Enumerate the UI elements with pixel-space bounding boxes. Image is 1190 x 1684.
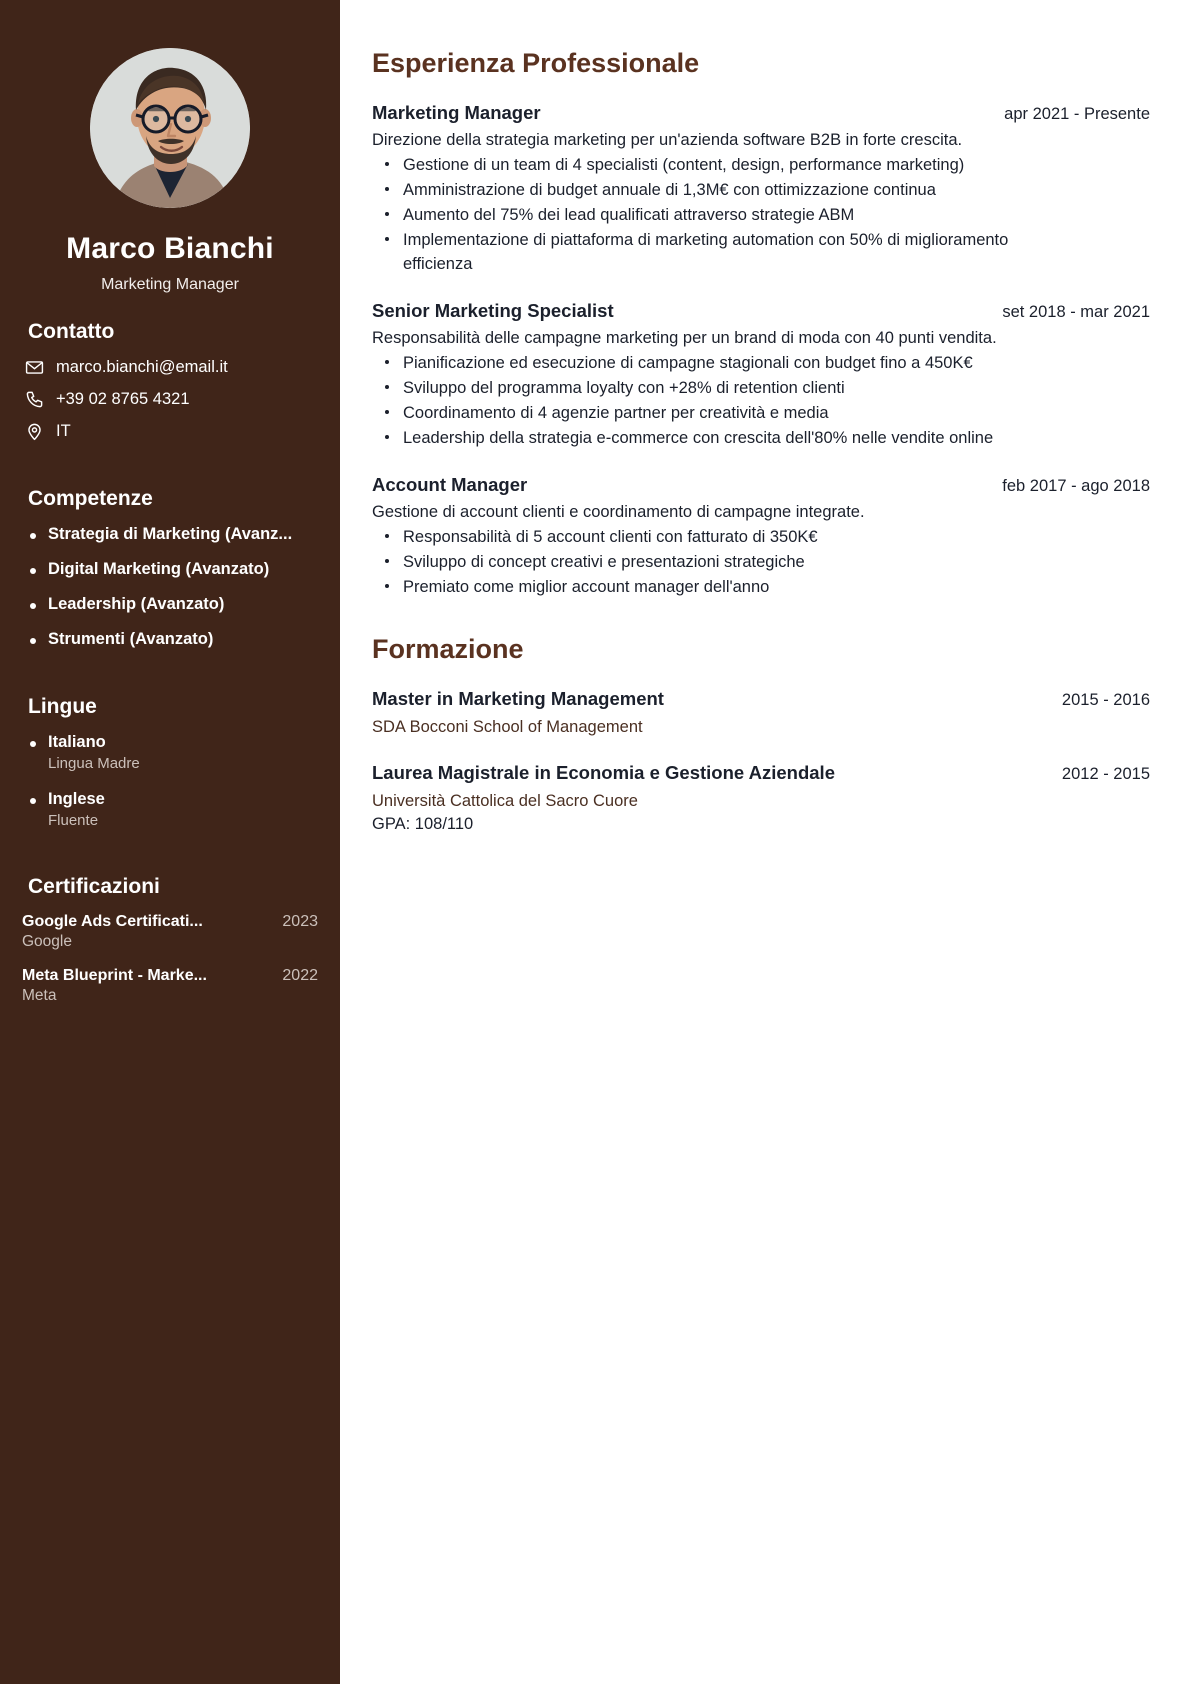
skill-label: Leadership (Avanzato) [48, 595, 225, 613]
language-level: Lingua Madre [48, 755, 140, 772]
experience-entry [372, 299, 1150, 451]
achievement-item [372, 154, 1150, 178]
language-item [22, 733, 318, 772]
certification-header [22, 967, 318, 985]
language-name: Italiano [48, 733, 106, 751]
experience-description: Direzione della strategia marketing per un'azienda software B2B in forte crescita. [372, 130, 963, 149]
contact-location[interactable] [22, 422, 318, 441]
achievement-text: Sviluppo di concept creativi e presentazioni strategiche [403, 553, 805, 572]
experience-achievements [372, 526, 1150, 600]
achievement-text: Implementazione di piattaforma di marketing automation con 50% di miglioramento efficienza [403, 231, 1009, 274]
experience-entry-header [372, 299, 1150, 324]
bullet-dot-icon [385, 410, 389, 414]
language-item [22, 790, 318, 829]
bullet-dot-icon [385, 435, 389, 439]
experience-achievements [372, 352, 1150, 451]
contact-list [22, 358, 318, 441]
achievement-text: Sviluppo del programma loyalty con +28% di retention clienti [403, 379, 845, 398]
skill-label: Digital Marketing (Avanzato) [48, 560, 270, 578]
education-institution: Università Cattolica del Sacro Cuore [372, 792, 638, 811]
achievement-item [372, 526, 1150, 550]
experience-entry-header [372, 473, 1150, 498]
skill-item [22, 560, 318, 579]
bullet-dot-icon [30, 533, 36, 539]
achievement-item [372, 402, 1150, 426]
achievement-text: Coordinamento di 4 agenzie partner per creatività e media [403, 404, 829, 423]
skills-heading: Competenze [28, 487, 153, 510]
experience-title: Account Manager [372, 474, 528, 496]
certification-item [22, 967, 318, 1005]
experience-achievements [372, 154, 1150, 277]
bullet-dot-icon [385, 162, 389, 166]
education-institution: SDA Bocconi School of Management [372, 718, 643, 737]
contact-email-value: marco.bianchi@email.it [56, 358, 228, 376]
achievement-item [372, 204, 1150, 228]
bullet-dot-icon [385, 237, 389, 241]
skills-list [22, 525, 318, 649]
certifications-list [22, 913, 318, 1005]
certification-name: Google Ads Certificati... [22, 913, 203, 930]
certification-name: Meta Blueprint - Marke... [22, 967, 207, 984]
education-degree: Laurea Magistrale in Economia e Gestione Aziendale [372, 762, 835, 784]
bullet-dot-icon [30, 638, 36, 644]
bullet-dot-icon [385, 584, 389, 588]
contact-phone[interactable] [22, 390, 318, 409]
experience-description: Responsabilità delle campagne marketing per un brand di moda con 40 punti vendita. [372, 328, 997, 347]
education-entry [372, 687, 1150, 739]
bullet-dot-icon [30, 798, 36, 804]
contact-phone-value: +39 02 8765 4321 [56, 390, 190, 408]
education-entry-header [372, 761, 1150, 786]
certification-issuer: Google [22, 933, 72, 950]
bullet-dot-icon [385, 534, 389, 538]
certification-year: 2023 [282, 913, 318, 930]
education-gpa: GPA: 108/110 [372, 815, 474, 834]
experience-date: set 2018 - mar 2021 [1002, 303, 1150, 321]
education-heading: Formazione [372, 634, 524, 665]
bullet-dot-icon [385, 360, 389, 364]
sidebar [0, 0, 340, 1684]
avatar-container [22, 0, 318, 208]
contact-email[interactable] [22, 358, 318, 377]
language-name-row [30, 790, 318, 809]
bullet-dot-icon [385, 559, 389, 563]
achievement-text: Premiato come miglior account manager dell'anno [403, 578, 770, 597]
achievement-item [372, 377, 1150, 401]
certification-issuer: Meta [22, 987, 57, 1004]
experience-title: Marketing Manager [372, 102, 541, 123]
achievement-text: Responsabilità di 5 account clienti con fatturato di 350K€ [403, 528, 818, 547]
envelope-icon [25, 358, 44, 377]
language-level: Fluente [48, 812, 99, 829]
bullet-dot-icon [385, 187, 389, 191]
achievement-item [372, 229, 1150, 277]
achievement-item [372, 576, 1150, 600]
languages-heading: Lingue [28, 695, 97, 718]
education-entry-header [372, 687, 1150, 712]
achievement-item [372, 551, 1150, 575]
experience-date: feb 2017 - ago 2018 [1002, 477, 1150, 496]
achievement-item [372, 179, 1150, 203]
contact-location-value: IT [56, 422, 71, 440]
bullet-dot-icon [30, 568, 36, 574]
bullet-dot-icon [385, 212, 389, 216]
skill-item [22, 595, 318, 614]
contact-heading: Contatto [28, 320, 115, 343]
job-title: Marketing Manager [101, 276, 239, 293]
experience-title: Senior Marketing Specialist [372, 300, 614, 321]
achievement-text: Gestione di un team di 4 specialisti (content, design, performance marketing) [403, 156, 965, 175]
language-name-row [30, 733, 318, 752]
achievement-item [372, 427, 1150, 451]
certification-item [22, 913, 318, 951]
location-pin-icon [25, 422, 44, 441]
education-date: 2015 - 2016 [1061, 691, 1150, 710]
phone-icon [25, 390, 44, 409]
experience-description: Gestione di account clienti e coordinamento di campagne integrate. [372, 503, 865, 522]
education-date: 2012 - 2015 [1061, 765, 1150, 784]
skill-item [22, 525, 318, 544]
main-content [340, 0, 1190, 1684]
experience-heading: Esperienza Professionale [372, 48, 700, 78]
skill-label: Strategia di Marketing (Avanz... [48, 525, 293, 543]
achievement-text: Amministrazione di budget annuale di 1,3M€ con ottimizzazione continua [403, 181, 936, 200]
certification-header [22, 913, 318, 931]
bullet-dot-icon [385, 385, 389, 389]
experience-date: apr 2021 - Presente [1004, 105, 1150, 123]
achievement-item [372, 352, 1150, 376]
bullet-dot-icon [30, 741, 36, 747]
achievement-text: Pianificazione ed esecuzione di campagne stagionali con budget fino a 450K€ [403, 354, 973, 373]
bullet-dot-icon [30, 603, 36, 609]
education-entry [372, 761, 1150, 836]
skill-item [22, 630, 318, 649]
education-degree: Master in Marketing Management [372, 688, 664, 710]
experience-entry-header [372, 101, 1150, 126]
experience-entry [372, 101, 1150, 277]
full-name: Marco Bianchi [66, 232, 274, 265]
experience-entry [372, 473, 1150, 600]
certification-year: 2022 [282, 967, 318, 984]
languages-list [22, 733, 318, 829]
avatar [90, 48, 250, 208]
language-name: Inglese [48, 790, 105, 808]
certifications-heading: Certificazioni [28, 875, 160, 898]
skill-label: Strumenti (Avanzato) [48, 630, 214, 648]
achievement-text: Leadership della strategia e-commerce con crescita dell'80% nelle vendite online [403, 429, 994, 448]
achievement-text: Aumento del 75% dei lead qualificati attraverso strategie ABM [403, 206, 855, 225]
